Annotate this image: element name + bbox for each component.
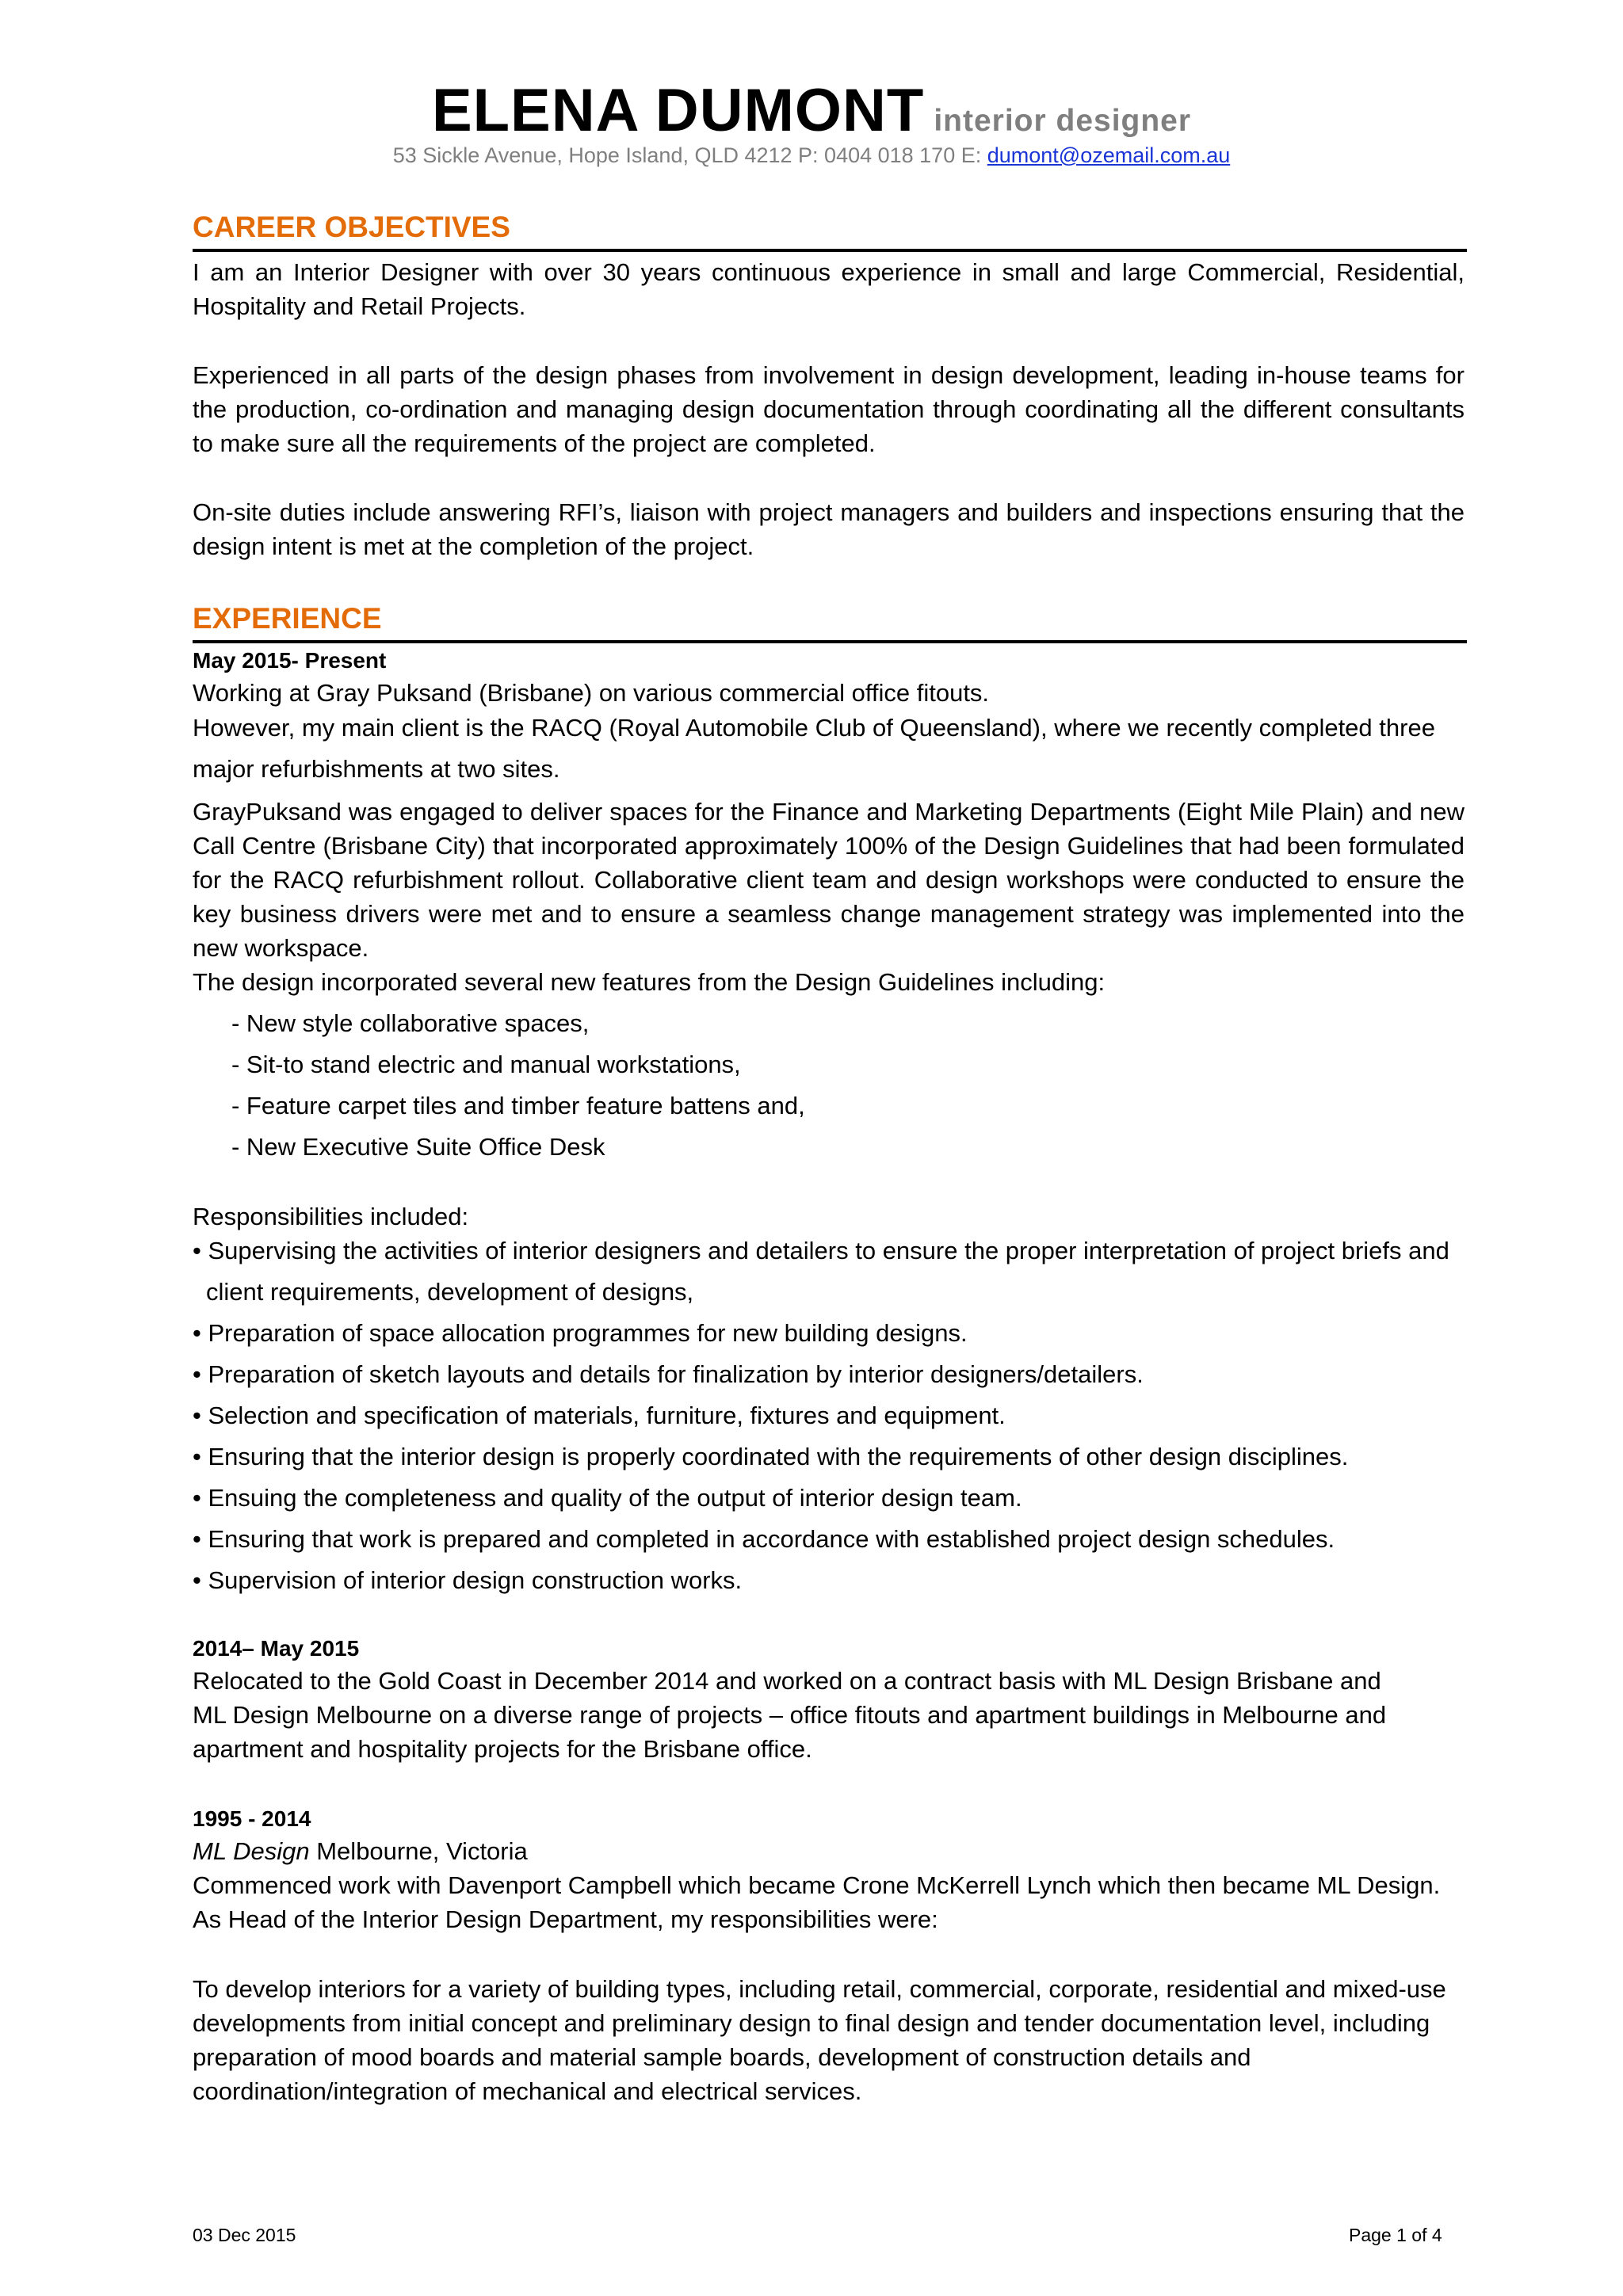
responsibility-item: • Ensuing the completeness and quality of the output of interior design team. bbox=[193, 1484, 1022, 1512]
job-description: Commenced work with Davenport Campbell which became Crone McKerrell Lynch which then became ML Design. bbox=[193, 1871, 1441, 1899]
career-paragraph: I am an Interior Designer with over 30 years continuous experience in small and large Commercial, Residential, Hospitality and Retail Projects. bbox=[193, 258, 1465, 320]
responsibility-item: • Ensuring that the interior design is properly coordinated with the requirements of other design disciplines. bbox=[193, 1443, 1349, 1470]
job-description: coordination/integration of mechanical and electrical services. bbox=[193, 2077, 862, 2105]
job-date: 1995 - 2014 bbox=[193, 1806, 311, 1831]
job-description: As Head of the Interior Design Department, my responsibilities were: bbox=[193, 1905, 938, 1933]
career-objectives-heading: CAREER OBJECTIVES bbox=[193, 211, 510, 243]
career-paragraph: On-site duties include answering RFI’s, liaison with project managers and builders and inspections ensuring that the design intent is met at the completion of the project. bbox=[193, 498, 1465, 560]
job-description: Relocated to the Gold Coast in December 2014 and worked on a contract basis with ML Design Brisbane and bbox=[193, 1667, 1381, 1695]
applicant-name: ELENA DUMONT bbox=[431, 77, 925, 144]
experience-heading: EXPERIENCE bbox=[193, 602, 382, 635]
job-description: However, my main client is the RACQ (Royal Automobile Club of Queensland), where we recently completed three bbox=[193, 714, 1435, 742]
responsibilities-intro: Responsibilities included: bbox=[193, 1203, 469, 1230]
job-description: To develop interiors for a variety of building types, including retail, commercial, corporate, residential and mixed-use bbox=[193, 1975, 1446, 2003]
contact-details: 53 Sickle Avenue, Hope Island, QLD 4212 P: 0404 018 170 E: bbox=[392, 143, 987, 167]
features-intro: The design incorporated several new features from the Design Guidelines including: bbox=[193, 968, 1106, 996]
job-description: developments from initial concept and preliminary design to final design and tender documentation level, including bbox=[193, 2009, 1430, 2037]
feature-item: - Feature carpet tiles and timber feature battens and, bbox=[231, 1092, 805, 1119]
responsibility-item: • Ensuring that work is prepared and completed in accordance with established project design schedules. bbox=[193, 1525, 1335, 1553]
feature-item: - Sit-to stand electric and manual workstations, bbox=[231, 1051, 741, 1078]
responsibility-item: • Supervising the activities of interior designers and detailers to ensure the proper interpretation of project briefs and bbox=[193, 1237, 1449, 1264]
page-number: Page 1 of 4 bbox=[1349, 2225, 1442, 2245]
employer-line bbox=[193, 1837, 528, 1866]
job-date: 2014– May 2015 bbox=[193, 1636, 360, 1661]
job-description: Working at Gray Puksand (Brisbane) on various commercial office fitouts. bbox=[193, 679, 990, 707]
applicant-title: interior designer bbox=[934, 104, 1192, 138]
job-description: apartment and hospitality projects for the Brisbane office. bbox=[193, 1735, 812, 1763]
job-description: preparation of mood boards and material sample boards, development of construction details and bbox=[193, 2043, 1251, 2071]
section-divider bbox=[193, 640, 1467, 643]
contact-line bbox=[0, 143, 1623, 168]
responsibility-item: • Supervision of interior design construction works. bbox=[193, 1566, 743, 1594]
section-divider bbox=[193, 249, 1467, 252]
job-description: major refurbishments at two sites. bbox=[193, 755, 560, 783]
responsibility-item: • Preparation of space allocation programmes for new building designs. bbox=[193, 1319, 968, 1347]
employer-name: ML Design bbox=[193, 1837, 310, 1865]
responsibility-item-continued: client requirements, development of designs, bbox=[206, 1278, 694, 1306]
employer-location: Melbourne, Victoria bbox=[309, 1837, 528, 1865]
email-link[interactable]: dumont@ozemail.com.au bbox=[987, 143, 1231, 167]
career-paragraph: Experienced in all parts of the design phases from involvement in design development, leading in-house teams for the production, co-ordination and managing design documentation through coordinating all the different consultants to make sure all the requirements of the project are completed. bbox=[193, 361, 1465, 457]
feature-item: - New style collaborative spaces, bbox=[231, 1009, 590, 1037]
job-description: ML Design Melbourne on a diverse range of projects – office fitouts and apartment buildings in Melbourne and bbox=[193, 1701, 1387, 1729]
responsibility-item: • Selection and specification of materials, furniture, fixtures and equipment. bbox=[193, 1402, 1006, 1429]
responsibility-item: • Preparation of sketch layouts and details for finalization by interior designers/detailers. bbox=[193, 1360, 1144, 1388]
job-paragraph: GrayPuksand was engaged to deliver spaces for the Finance and Marketing Departments (Eight Mile Plain) and new Call Centre (Brisbane City) that incorporated approximately 100% of the Design Guidelines that had been formulated for the RACQ refurbishment rollout. Collaborative client team and design workshops were conducted to ensure the key business drivers were met and to ensure a seamless change management strategy was implemented into the new workspace. bbox=[193, 798, 1465, 962]
footer-date: 03 Dec 2015 bbox=[193, 2225, 296, 2245]
header-title-line bbox=[0, 76, 1623, 145]
job-date: May 2015- Present bbox=[193, 648, 387, 673]
feature-item: - New Executive Suite Office Desk bbox=[231, 1133, 605, 1161]
